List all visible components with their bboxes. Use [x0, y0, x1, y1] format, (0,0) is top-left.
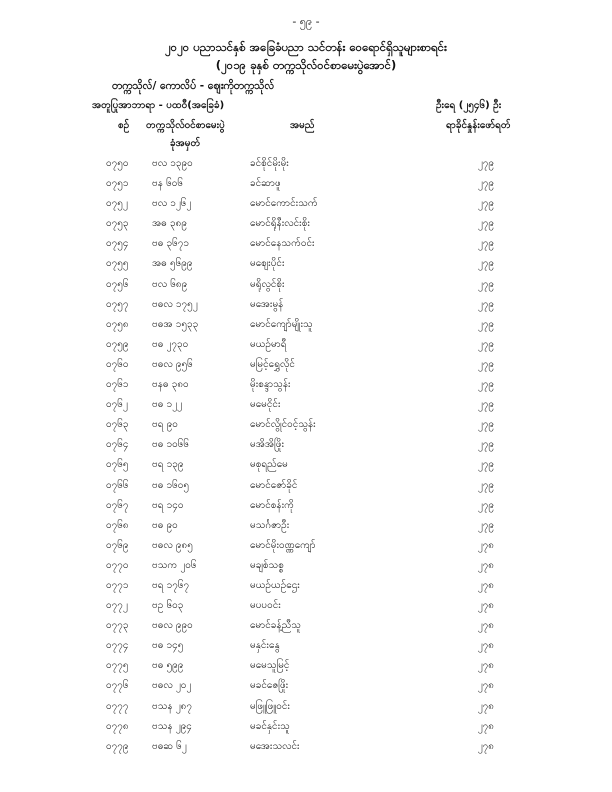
row-roll-number: ဗဥ ၆၀၃ — [152, 600, 184, 612]
row-number: ၀၇၅၈ — [106, 318, 129, 330]
row-roll-number: ဗဓ ၁၀၆၆ — [152, 439, 190, 451]
row-percentage: ၂၇၉ — [477, 318, 494, 330]
table-row — [0, 415, 612, 435]
row-roll-number: ဗနဓ ၃၈၀ — [152, 379, 189, 391]
row-percentage: ၂၇၈ — [477, 620, 494, 632]
row-name: မသင်္ဂဇာဦး — [250, 519, 290, 531]
row-name: မအေးသလင်း — [250, 740, 300, 752]
row-percentage: ၂၇၉ — [477, 158, 494, 169]
row-roll-number: ဗလ ၁၂၆၂ — [152, 198, 192, 210]
row-number: ၀၇၇၅ — [106, 660, 129, 672]
table-row — [0, 154, 612, 174]
row-roll-number: ဗလ ၁၃၉၀ — [152, 158, 193, 169]
row-name: မမေငိုင်း — [250, 399, 281, 411]
row-number: ၀၇၆၈ — [106, 519, 129, 531]
row-percentage: ၂၇၉ — [477, 258, 494, 270]
table-row — [0, 496, 612, 516]
row-percentage: ၂၇၉ — [477, 479, 494, 491]
table-row — [0, 395, 612, 415]
table-row — [0, 254, 612, 274]
document-subtitle: (၂၀၁၉ ခုနှစ် တက္ကသိုလ်ဝင်စာမေးပွဲအောင်) — [215, 58, 397, 72]
row-percentage: ၂၇၉ — [477, 298, 494, 310]
row-name: မောင်ခန့်ညီသူ — [250, 620, 301, 632]
row-name: မချစ်သစ္စ — [250, 559, 284, 571]
row-roll-number: ဗဓ ၁၂၂ — [152, 399, 182, 411]
table-row — [0, 556, 612, 576]
row-name: မဖြူဖြူဝင်း — [250, 700, 290, 712]
table-row — [0, 536, 612, 556]
row-number: ၀၇၆၂ — [106, 399, 128, 411]
row-name: မအိအိဖြိုး — [250, 439, 285, 451]
row-name: မနှင်းနွေ — [250, 640, 280, 652]
row-percentage: ၂၇၉ — [477, 178, 494, 190]
row-number: ၀၇၇၈ — [106, 720, 129, 732]
row-roll-number: ဗဓ ၅၉၉ — [152, 660, 184, 672]
row-percentage: ၂၇၉ — [477, 198, 494, 210]
table-row — [0, 576, 612, 596]
row-name: မမြင့်ရွှေလိုင် — [250, 358, 295, 370]
row-percentage: ၂၇၈ — [477, 559, 494, 571]
table-row — [0, 295, 612, 315]
row-number: ၀၇၅၀ — [106, 158, 129, 169]
row-number: ၀၇၆၄ — [106, 439, 129, 451]
row-name: မခင်ဇေဖြိုး — [250, 680, 289, 692]
row-roll-number: ဗသန ၂၈၇ — [152, 700, 192, 712]
row-name: မခင်နှင်းသူ — [250, 720, 290, 732]
table-row — [0, 435, 612, 455]
table-row — [0, 737, 612, 757]
row-number: ၀၇၇၂ — [106, 600, 128, 612]
row-percentage: ၂၇၈ — [477, 720, 494, 732]
table-row — [0, 516, 612, 536]
row-name: မောင်ရိုနီးလင်းစိုး — [250, 218, 310, 230]
row-name: မောင်ကျော်မျိုးသူ — [250, 318, 313, 330]
table-row — [0, 355, 612, 375]
row-percentage: ၂၇၈ — [477, 539, 494, 551]
row-number: ၀၇၆၁ — [106, 379, 129, 391]
row-name: မမေသူမြင့် — [250, 660, 290, 672]
row-percentage: ၂၇၉ — [477, 499, 494, 511]
row-name: ခင်ဆာဖူ — [250, 178, 281, 190]
row-percentage: ၂၇၉ — [477, 519, 494, 531]
row-number: ၀၇၅၂ — [106, 198, 128, 210]
row-number: ၀၇၅၁ — [106, 178, 129, 190]
table-row — [0, 676, 612, 696]
row-number: ၀၇၆၉ — [106, 539, 129, 551]
row-roll-number: ဗသက ၂၀၆ — [152, 559, 197, 571]
row-percentage: ၂၇၉ — [477, 218, 494, 230]
row-number: ၀၇၆၃ — [106, 419, 129, 431]
row-number: ၀၇၅၆ — [106, 278, 129, 290]
subject-line: အတူပြုအာဘာရာ - ပထဝီ(အခြေခံ) — [92, 100, 225, 111]
row-roll-number: ဗဓလ ၉၉၀ — [152, 620, 193, 632]
table-row — [0, 476, 612, 496]
row-name: မောင်မိုးဝဏ္ဏကျော် — [250, 539, 316, 551]
row-percentage: ၂၇၉ — [477, 338, 494, 350]
table-row — [0, 636, 612, 656]
table-row — [0, 315, 612, 335]
row-percentage: ၂၇၉ — [477, 439, 494, 451]
row-roll-number: ဗဓလ ၉၅၆ — [152, 358, 193, 370]
table-row — [0, 697, 612, 717]
table-row — [0, 234, 612, 254]
row-percentage: ၂၇၈ — [477, 740, 494, 752]
row-percentage: ၂၇၉ — [477, 459, 494, 471]
row-roll-number: အဓ ၃၈၉ — [152, 218, 187, 230]
header-roll-number: တက္ကသိုလ်ဝင်စာမေးပွဲ — [146, 120, 225, 131]
row-percentage: ၂၇၉ — [477, 419, 494, 431]
table-row — [0, 656, 612, 676]
row-name: မရိုလွင်စိုး — [250, 278, 285, 290]
row-percentage: ၂၇၈ — [477, 640, 494, 652]
table-row — [0, 214, 612, 234]
row-name: မောင်ဇော်ခိုင် — [250, 479, 298, 491]
row-percentage: ၂၇၉ — [477, 238, 494, 250]
row-number: ၀၇၇၀ — [106, 559, 129, 571]
row-percentage: ၂၇၉ — [477, 278, 494, 290]
row-roll-number: ဗဓအ ၁၅၃၃ — [152, 318, 199, 330]
row-percentage: ၂၇၉ — [477, 399, 494, 411]
row-number: ၀၇၅၇ — [106, 298, 129, 310]
row-number: ၀၇၇၃ — [106, 620, 129, 632]
row-name: မောင်နေသက်ဝင်း — [250, 238, 315, 250]
row-percentage: ၂၇၈ — [477, 680, 494, 692]
table-row — [0, 596, 612, 616]
row-roll-number: ဗရ ၁၄၀ — [152, 499, 184, 511]
row-number: ၀၇၆၀ — [106, 358, 129, 370]
table-row — [0, 717, 612, 737]
header-percentage: ရာခိုင်နှုန်းဖော်ရတ် — [446, 120, 511, 131]
row-percentage: ၂၇၈ — [477, 579, 494, 591]
table-row — [0, 455, 612, 475]
header-roll-number-sub: ခုံအမှတ် — [170, 138, 201, 149]
row-percentage: ၂၇၉ — [477, 358, 494, 370]
row-roll-number: ဗဓ ၉၀ — [152, 519, 178, 531]
row-number: ၀၇၆၆ — [106, 479, 129, 491]
header-name: အမည် — [290, 120, 315, 131]
row-roll-number: ဗရ ၁၇၆၇ — [152, 579, 190, 591]
row-percentage: ၂၇၉ — [477, 379, 494, 391]
row-number: ၀၇၇၆ — [106, 680, 129, 692]
row-roll-number: ဗဓလ ၂၀၂ — [152, 680, 192, 692]
row-number: ၀၇၅၅ — [106, 258, 129, 270]
row-roll-number: ဗဓဆ ၆၂ — [152, 740, 187, 752]
row-number: ၀၇၅၃ — [106, 218, 129, 230]
table-row — [0, 275, 612, 295]
row-roll-number: ဗဓ ၁၄၅ — [152, 640, 184, 652]
row-percentage: ၂၇၈ — [477, 700, 494, 712]
table-row — [0, 335, 612, 355]
table-header — [0, 98, 612, 154]
row-number: ၀၇၆၇ — [106, 499, 129, 511]
row-roll-number: ဗရ ၁၃၉ — [152, 459, 184, 471]
row-number: ၀၇၇၇ — [106, 700, 129, 712]
row-number: ၀၇၅၉ — [106, 338, 129, 350]
row-roll-number: ဗဓ ၁၆၀၅ — [152, 479, 190, 491]
row-percentage: ၂၇၈ — [477, 660, 494, 672]
row-name: မောင်လွိုင်ဝင့်သွန်း — [250, 419, 316, 431]
page-number: - ၅၉ - — [292, 15, 320, 28]
document-title: ၂၀၂၀ ပညာသင်နှစ် အခြေခံပညာ သင်တန်း ဝေရောင်ရှိသူများစာရင်း — [165, 40, 447, 54]
row-roll-number: ဗဓ ၂၇၃၀ — [152, 338, 189, 350]
row-name: မဈေးပိုင်း — [250, 258, 285, 270]
row-name: မပပဝင်း — [250, 600, 281, 612]
row-number: ၀၇၇၄ — [106, 640, 129, 652]
results-table — [0, 154, 612, 757]
row-roll-number: ဗရ ၉၀ — [152, 419, 178, 431]
row-name: ခင်စိုင်မိုးမိုး — [250, 158, 289, 169]
row-roll-number: ဗန ၆၀၆ — [152, 178, 183, 190]
row-name: မယဉ်မာရီ — [250, 338, 287, 350]
row-roll-number: ဗဓ ၃၆၇၁ — [152, 238, 190, 250]
row-roll-number: ဗသန ၂၉၄ — [152, 720, 192, 732]
row-name: မယဉ်ယဉ်ဌေး — [250, 579, 300, 591]
table-row — [0, 616, 612, 636]
row-roll-number: အဓ ၅၆၉၉ — [152, 258, 193, 270]
row-name: မစုရည်မေ — [250, 459, 288, 471]
table-row — [0, 194, 612, 214]
header-total-count: ဦးရေ (၂၅၄၆) ဦး — [436, 100, 502, 111]
row-roll-number: ဗဓလ ၁၇၅၂ — [152, 298, 198, 310]
university-line: တက္ကသိုလ်/ ကောလိပ် - ဈေးကိုတက္ကသိုလ် — [112, 80, 275, 92]
row-number: ၀၇၆၅ — [106, 459, 129, 471]
table-row — [0, 375, 612, 395]
row-roll-number: ဗလ ၆၈၉ — [152, 278, 188, 290]
row-roll-number: ဗဓလ ၉၈၅ — [152, 539, 193, 551]
header-no: စဉ် — [118, 120, 130, 131]
row-name: မောင်ကောင်းသက် — [250, 198, 318, 210]
row-name: မအေးမွန် — [250, 298, 284, 310]
row-name: မိုးစန္ဒာသွန်း — [250, 379, 291, 391]
table-row — [0, 174, 612, 194]
row-number: ၀၇၇၁ — [106, 579, 129, 591]
row-number: ၀၇၅၄ — [106, 238, 129, 250]
row-percentage: ၂၇၈ — [477, 600, 494, 612]
row-number: ၀၇၇၉ — [106, 740, 129, 752]
row-name: မောင်စန်းကို — [250, 499, 294, 511]
